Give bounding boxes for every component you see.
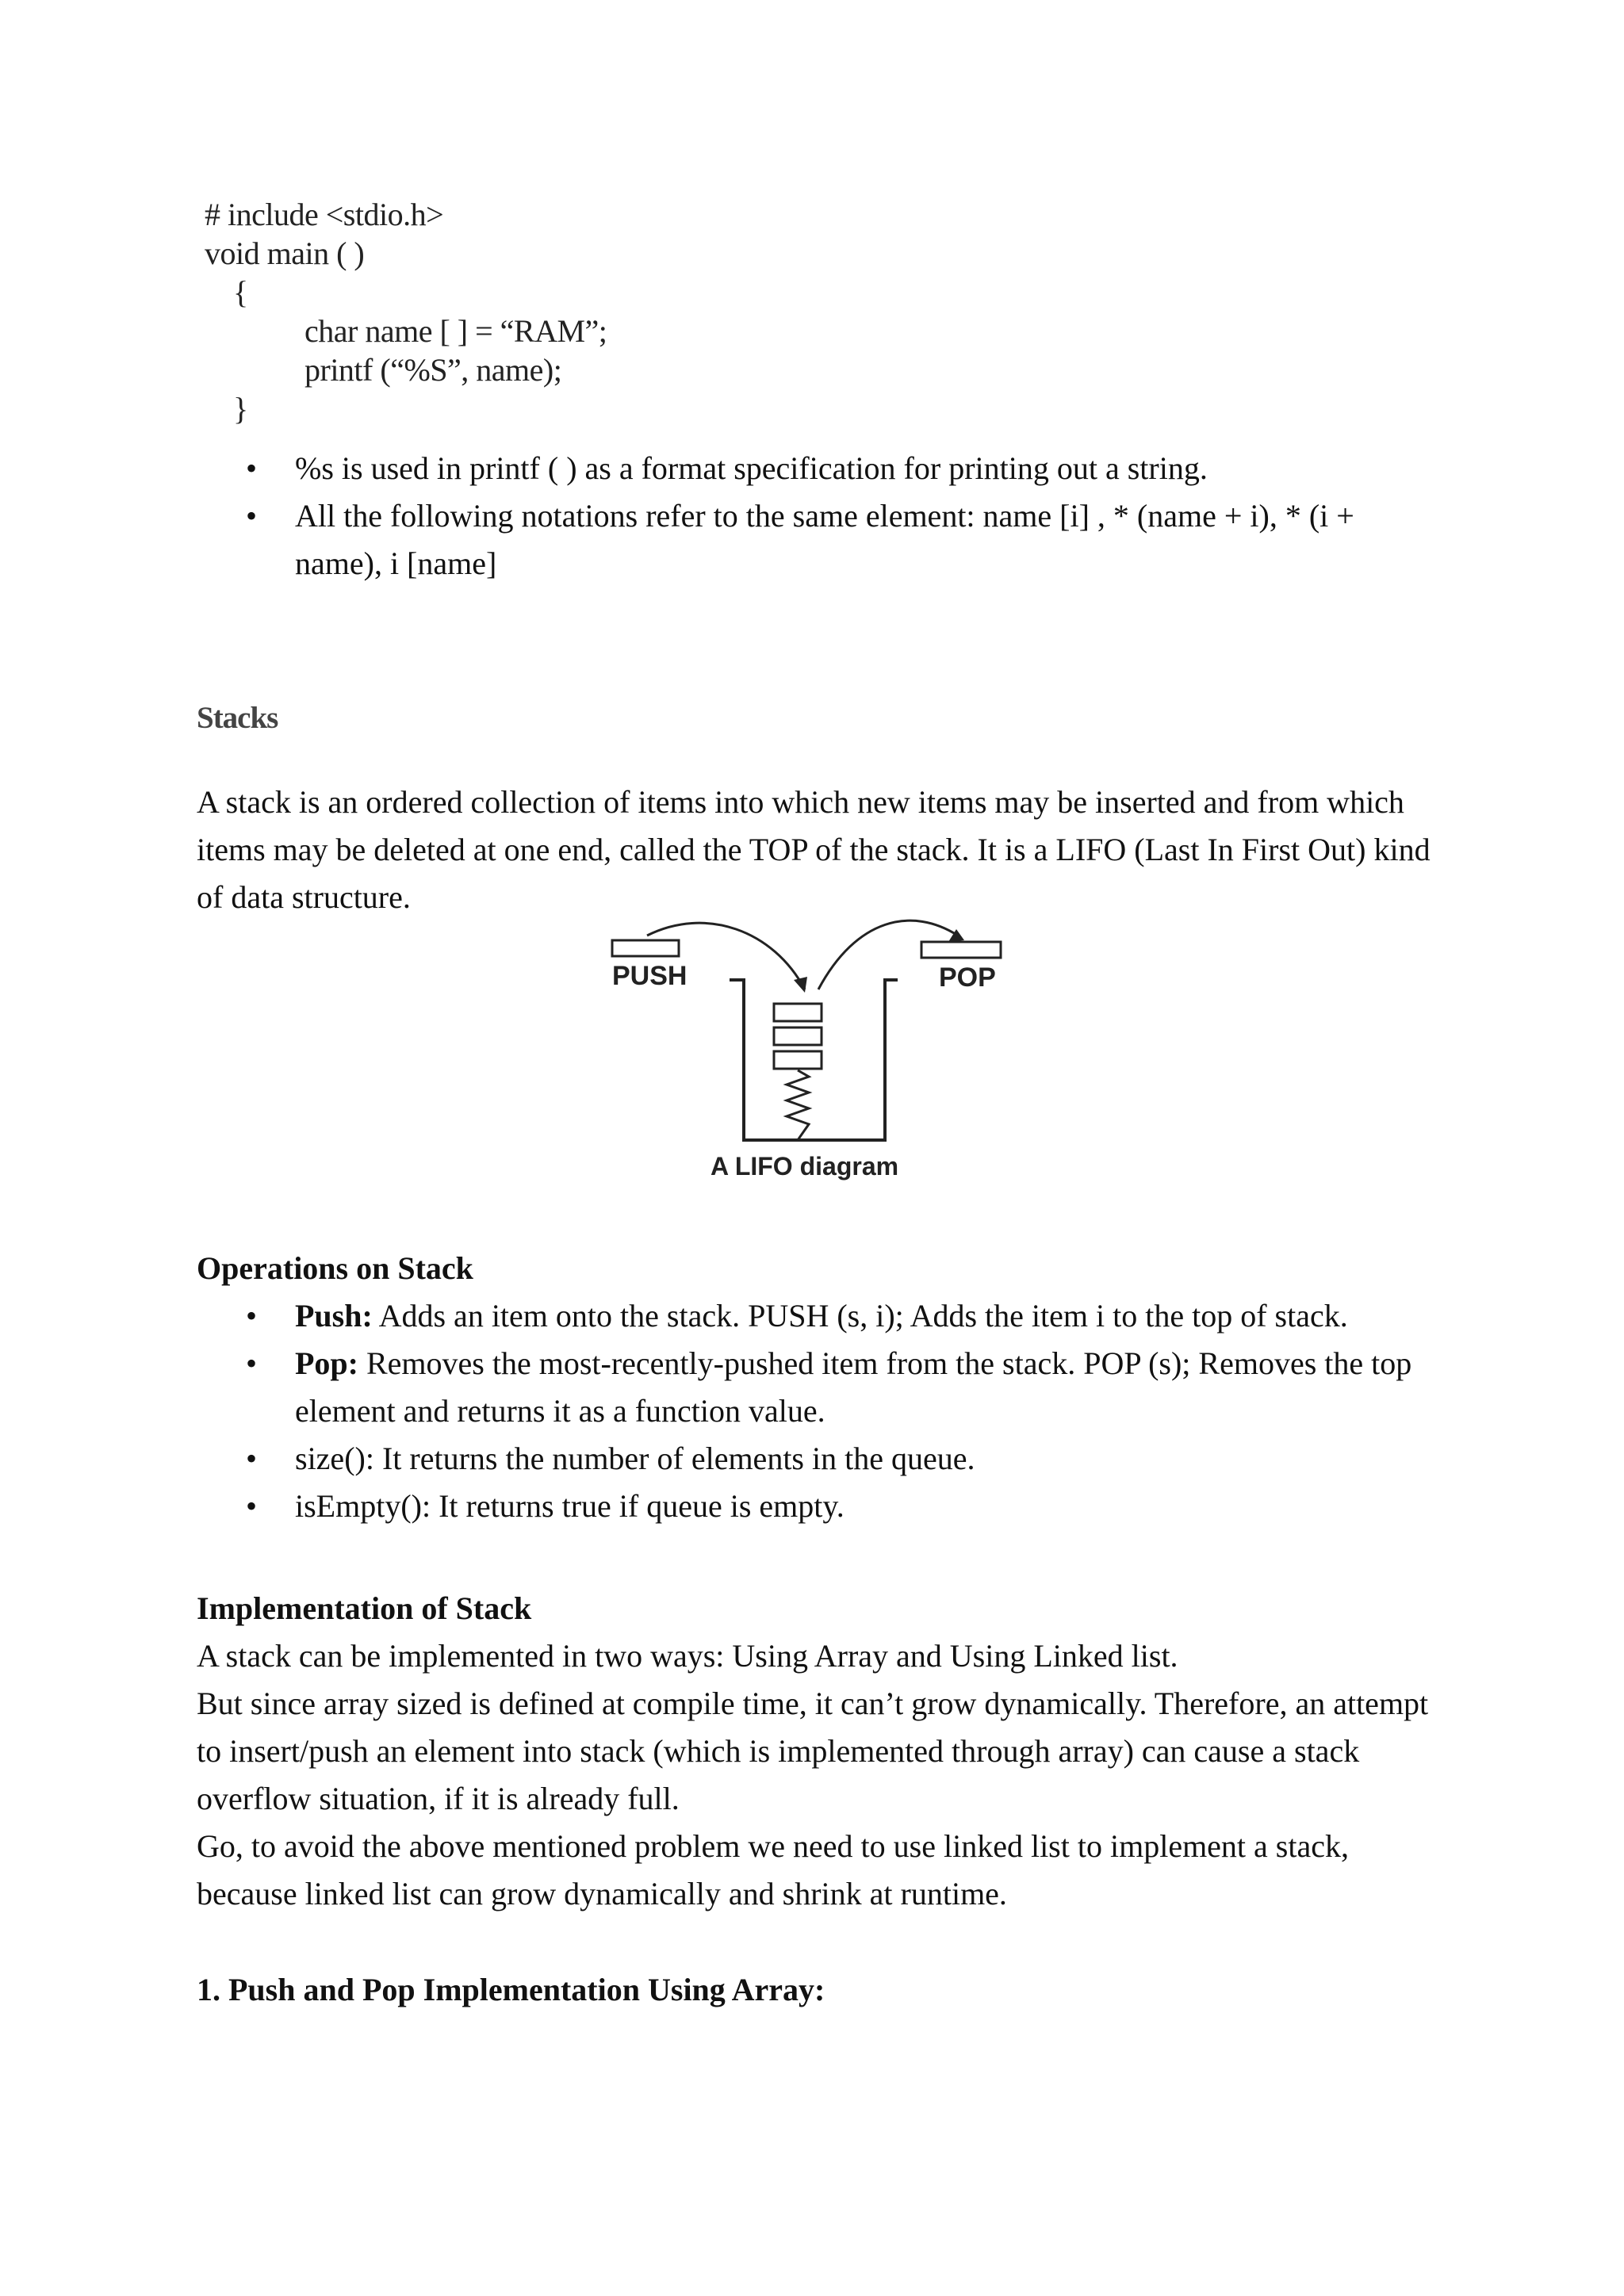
list-item <box>197 492 1434 587</box>
term: Pop: <box>295 1345 358 1381</box>
item-text: Removes the most-recently-pushed item from the stack. POP (s); Removes the top element and returns it as a function value. <box>295 1345 1412 1429</box>
lifo-diagram <box>603 910 1031 1196</box>
item-text: size(): It returns the number of elements in the queue. <box>295 1441 975 1476</box>
operations-list <box>197 1292 1434 1530</box>
notes-list <box>197 445 1434 587</box>
spring <box>787 1070 809 1140</box>
code-line: void main ( ) <box>205 235 365 271</box>
note-text: All the following notations refer to the same element: name [i] , * (name + i), * (i + name), i [name] <box>295 498 1354 581</box>
code-line: char name [ ] = “RAM”; <box>304 313 607 349</box>
code-line: # include <stdio.h> <box>205 197 444 232</box>
bullet: • <box>246 498 258 534</box>
code-line: printf (“%S”, name); <box>304 352 562 388</box>
bullet: • <box>246 1441 258 1476</box>
stack-plate <box>774 1051 822 1069</box>
stack-plate <box>774 1027 822 1045</box>
push-arrowhead <box>794 977 807 993</box>
list-item <box>197 1483 1434 1530</box>
push-label: PUSH <box>612 961 688 991</box>
bullet: • <box>246 1298 258 1334</box>
code-line: { <box>233 274 248 310</box>
paragraph: But since array sized is defined at compile time, it can’t grow dynamically. Therefore, an attempt to insert/push an element into stack (which is implemented through array) can cause a stack overflow situation, if it is already full. <box>197 1686 1429 1816</box>
list-item <box>197 1435 1434 1483</box>
section-heading: 1. Push and Pop Implementation Using Array: <box>197 1972 825 2007</box>
pop-label: POP <box>939 962 996 993</box>
paragraph: A stack is an ordered collection of items into which new items may be inserted and from which items may be deleted at one end, called the TOP of the stack. It is a LIFO (Last In First Out) kind of data structure. <box>197 784 1431 915</box>
paragraph: A stack can be implemented in two ways: Using Array and Using Linked list. <box>197 1638 1178 1674</box>
note-text: %s is used in printf ( ) as a format specification for printing out a string. <box>295 450 1208 486</box>
item-text: Adds an item onto the stack. PUSH (s, i); Adds the item i to the top of stack. <box>372 1298 1348 1334</box>
diagram-caption: A LIFO diagram <box>710 1152 899 1181</box>
paragraph: Go, to avoid the above mentioned problem we need to use linked list to implement a stack, because linked list can grow dynamically and shrink at runtime. <box>197 1828 1349 1911</box>
push-bar <box>612 940 679 956</box>
item-text: isEmpty(): It returns true if queue is empty. <box>295 1488 845 1524</box>
section-heading: Stacks <box>197 701 278 735</box>
code-line: } <box>233 391 248 427</box>
bullet: • <box>246 450 258 486</box>
bullet: • <box>246 1345 258 1381</box>
code-snippet <box>205 195 760 428</box>
pop-bar <box>921 942 1001 958</box>
stack-plate <box>774 1004 822 1021</box>
list-item <box>197 445 1434 492</box>
section-heading: Operations on Stack <box>197 1250 473 1286</box>
term: Push: <box>295 1298 373 1334</box>
list-item <box>197 1340 1434 1435</box>
list-item <box>197 1292 1434 1340</box>
section-heading: Implementation of Stack <box>197 1590 532 1626</box>
bullet: • <box>246 1488 258 1524</box>
